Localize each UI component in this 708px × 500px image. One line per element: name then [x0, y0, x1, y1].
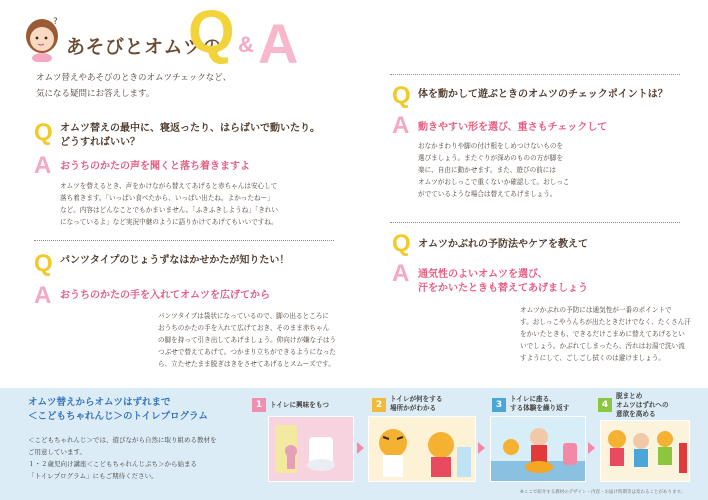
- step-arrow-icon: [478, 442, 485, 454]
- step-arrow-icon: [588, 442, 595, 454]
- footnote: ※ここで紹介する教材のデザイン・内容・お届け時期等は変わることがあります。: [520, 490, 686, 495]
- question-3: 体を動かして遊ぶときのオムツのチェックポイントは？: [418, 89, 668, 100]
- q-mark-icon: Q: [392, 82, 411, 109]
- step-3-number: 3: [492, 398, 506, 412]
- answer-4-title: 通気性のよいオムツを選び、 汗をかいたときも替えてあげましょう: [418, 269, 588, 294]
- answer-3-body: おなかまわりや脚の付け根をしめつけないものを 選びましょう。またぐりが深めのものの方が脚を 楽に、自由に動かせます。また、遊びの前には オムツがおしっこで重くないか確認して。おしっこ がでているような場合は替えてあげましょう。: [418, 142, 570, 198]
- divider: [390, 74, 680, 75]
- program-title: オムツ替えからオムツはずれまで ＜こどもちゃれんじ＞のトイレプログラム: [28, 397, 208, 422]
- step-1-image: [268, 416, 354, 482]
- title-big-a: A: [258, 12, 299, 75]
- page-title: あそびとオムツの: [66, 36, 223, 58]
- a-mark-icon: A: [392, 260, 410, 287]
- q-mark-icon: Q: [34, 119, 53, 146]
- answer-4-body: オムツかぶれの予防には通気性が一番のポイントで す。おしっこやうんちが出たときだけでなく、たくさん汗 をかいたときも、できるだけこまめに替えてあげるとい いでしょう。かぶれてしまったら、汚れはお湯で洗い流 すようにして、ごしごし拭くのは避けましょう。: [520, 306, 691, 362]
- step-3-image: [490, 416, 586, 482]
- step-1-label: トイレに興味をもつ: [270, 401, 330, 409]
- answer-1-body: オムツを替えるとき、声をかけながら替えてあげると赤ちゃんは安心して 落ち着きます。「いっぱい食べたから、いっぱい出たね。よかったねー」 など。内容はどんなことでもかまいません。「ふきふきしようね」「きれい になっているよ」など実況中継のように語りかけてあげてもいいですね。: [60, 182, 278, 226]
- answer-2-title: おうちのかたの手を入れてオムツを広げてから: [60, 290, 270, 301]
- step-4-image: [600, 420, 690, 482]
- step-1-number: 1: [252, 398, 266, 412]
- question-1: オムツ替えの最中に、寝返ったり、はらばいで動いたり。 どうすればいい？: [60, 123, 320, 148]
- a-mark-icon: A: [34, 282, 52, 309]
- svg-text:?: ?: [53, 17, 58, 27]
- mascot-girl-icon: [22, 14, 64, 62]
- answer-3-title: 動きやすい形を選び、重さもチェックして: [418, 122, 608, 133]
- q-mark-icon: Q: [34, 250, 53, 277]
- title-ampersand: &: [238, 32, 254, 57]
- answer-2-body: パンツタイプは袋状になっているので、脚の出るところに おうちのかたの手を入れて広げておき、そのまま赤ちゃん の脚を持って引き出してあげましょう。仰向けが嫌な子はう つぶせで替えてあげて。つかまり立ちができるようになった ら、立たせたまま脱ぎはきをさせてあげるとスムーズです。: [158, 312, 337, 368]
- title-big-q: Q: [188, 0, 235, 65]
- divider: [34, 240, 334, 241]
- divider: [390, 222, 680, 223]
- question-4: オムツかぶれの予防法やケアを教えて: [418, 239, 588, 250]
- step-2-image: [368, 416, 476, 482]
- step-4-number: 4: [598, 398, 612, 412]
- step-4-label: 脱まとめ オムツはずれへの 意欲を高める: [616, 392, 669, 418]
- step-3-label: トイレに座る、 する体験を繰り返す: [510, 395, 570, 412]
- step-2-label: トイレが何をする 場所かがわかる: [390, 395, 443, 412]
- answer-1-title: おうちのかたの声を聞くと落ち着きますよ: [60, 161, 250, 172]
- q-mark-icon: Q: [392, 230, 411, 257]
- question-2: パンツタイプのじょうずなはかせかたが知りたい！: [60, 255, 290, 266]
- step-arrow-icon: [357, 442, 364, 454]
- program-body: ＜こどもちゃれんじ＞では、遊びながら自然に取り組める教材を ご用意しています。 １・２歳児向け講座＜こどもちゃれんじぷち＞から始まる 「トイレプログラム」にもご期待ください。: [28, 436, 217, 480]
- step-2-number: 2: [372, 398, 386, 412]
- intro-text: オムツ替えやあそびのときのオムツチェックなど、 気になる疑問にお答えします。: [36, 73, 232, 99]
- a-mark-icon: A: [34, 152, 52, 179]
- a-mark-icon: A: [392, 112, 410, 139]
